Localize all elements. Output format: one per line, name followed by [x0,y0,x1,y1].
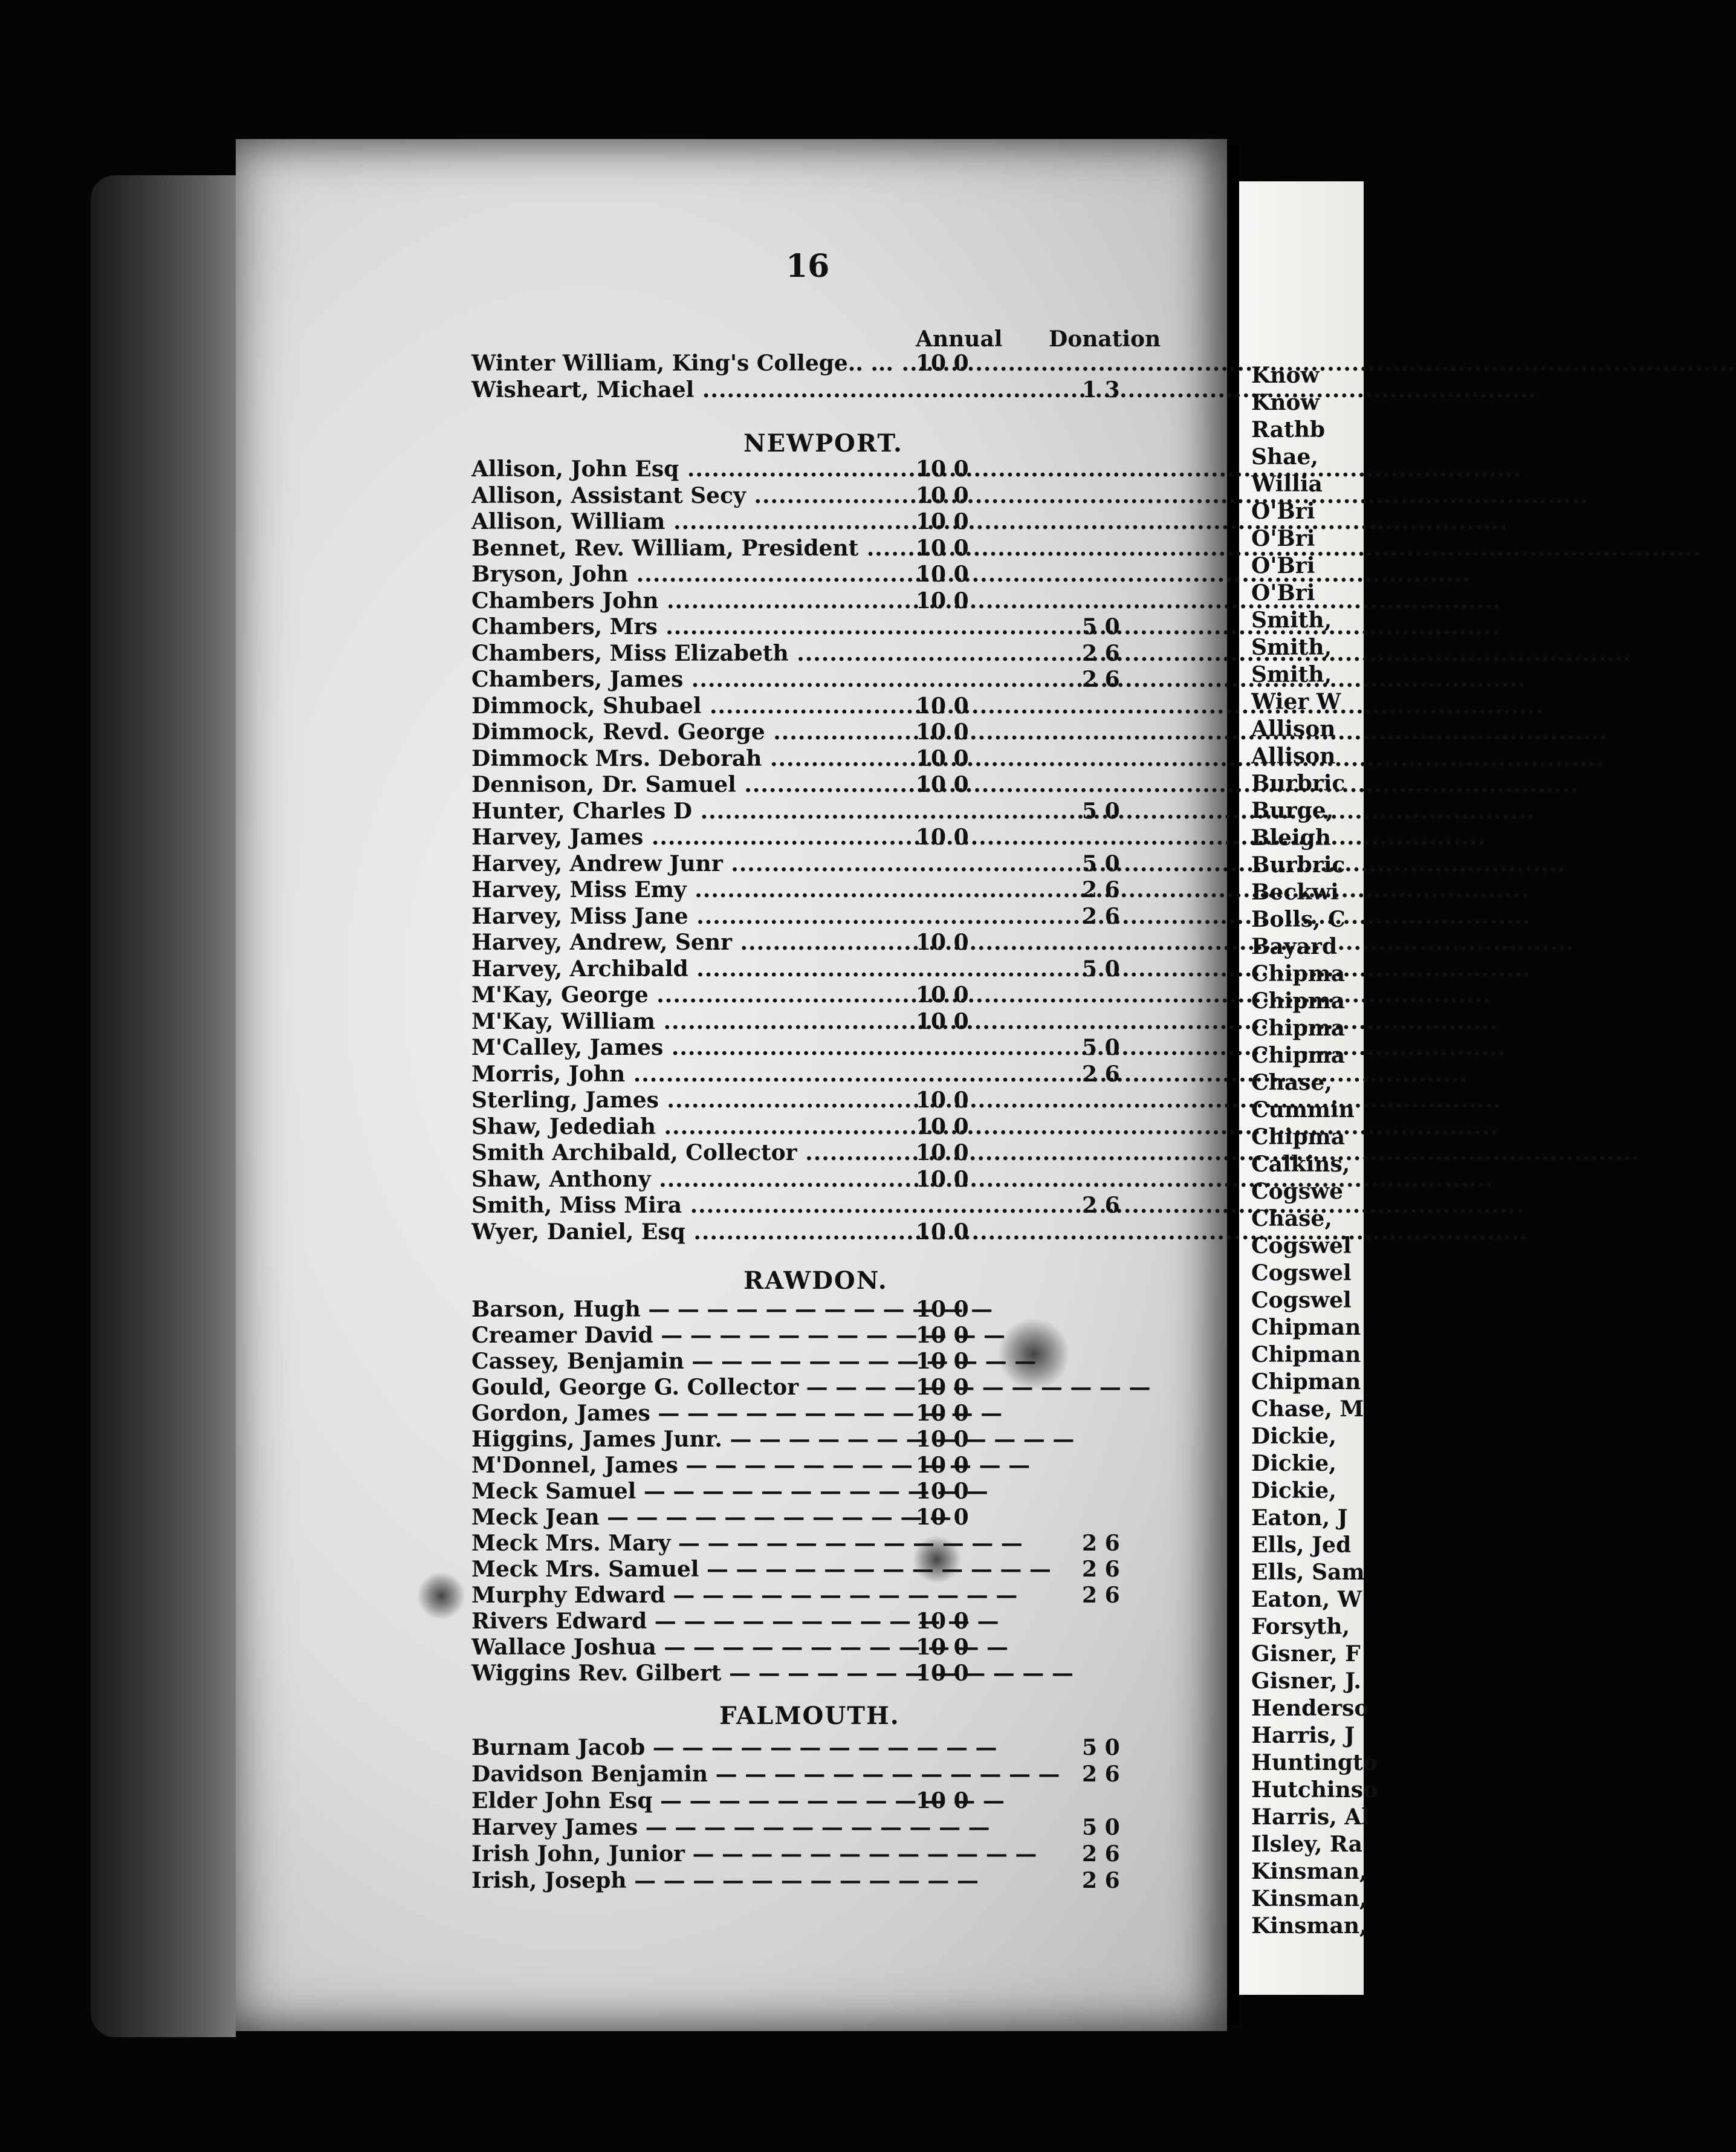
subscriber-row [471,456,1179,483]
annual-amount: 10 0 [916,351,969,376]
facing-page-text: Know [1251,390,1320,415]
facing-page-text: Harris, J [1251,1723,1355,1748]
subscriber-row [471,746,1179,773]
subscriber-row [471,1735,1179,1761]
subscriber-name: Dimmock Mrs. Deborah ..... [471,746,889,771]
subscriber-row [471,1375,1179,1401]
subscriber-name: Smith, Miss Mira ..... [471,1193,889,1218]
subscriber-row [471,877,1179,904]
subscriber-row [471,1661,1179,1687]
annual-amount: 10 0 [916,1635,969,1660]
facing-page-text: Cogswel [1251,1288,1352,1313]
subscriber-name: Allison, John Esq ..... [471,456,889,482]
subscriber-row [471,377,1179,404]
subscriber-row [471,1868,1179,1894]
facing-page-text: Ells, Sam [1251,1560,1365,1585]
annual-amount: 10 0 [916,1661,969,1686]
subscriber-row [471,1453,1179,1479]
subscriber-name: Chambers, Miss Elizabeth ..... [471,641,889,666]
subscriber-row [471,1297,1179,1323]
donation-amount: 2 6 [1082,1868,1120,1893]
subscriber-row [471,536,1179,562]
subscriber-name: Harvey, Andrew, Senr ..... [471,930,889,955]
subscriber-name: Gould, George G. Collector — [471,1375,889,1400]
subscriber-name: Cassey, Benjamin — [471,1349,889,1374]
donation-amount: 2 6 [1082,1061,1120,1087]
facing-page-text: Cogswel [1251,1233,1352,1259]
subscriber-name: Chambers, Mrs ..... [471,614,889,640]
annual-amount: 10 0 [916,1479,969,1504]
facing-page-text: Harris, Al [1251,1804,1370,1830]
donation-amount: 5 0 [1082,1815,1120,1840]
facing-page-text: Henderso [1251,1696,1369,1721]
annual-amount: 10 0 [916,482,969,508]
facing-page-text: Chipma [1251,961,1346,987]
subscriber-row [471,1114,1179,1141]
subscriber-row [471,483,1179,510]
donation-amount: 5 0 [1082,1035,1120,1060]
donation-amount: 2 6 [1082,903,1120,929]
subscriber-row [471,562,1179,588]
subscriber-name: Davidson Benjamin — [471,1761,889,1787]
subscriber-row [471,825,1179,851]
annual-amount: 10 0 [916,825,969,850]
facing-page-text: O'Bri [1251,580,1315,606]
facing-page-text: Burbric [1251,771,1346,796]
facing-page-text: Smith, [1251,608,1332,633]
donation-amount: 5 0 [1082,798,1120,824]
subscriber-name: Harvey, Andrew Junr ..... [471,851,889,877]
subscriber-name: Burnam Jacob — [471,1735,889,1760]
subscriber-name: Harvey, Archibald ..... [471,956,889,982]
annual-amount: 10 0 [916,1349,969,1374]
annual-amount: 10 0 [916,1087,969,1113]
facing-page-text: Chipman [1251,1369,1361,1395]
subscriber-name: Wiggins Rev. Gilbert — [471,1661,889,1686]
facing-page-text: Smith, [1251,635,1332,660]
subscriber-row [471,1557,1179,1583]
subscriber-name: M'Calley, James ..... [471,1035,889,1060]
facing-page-text: Kinsman, [1251,1886,1367,1911]
annual-amount: 10 0 [916,1297,969,1322]
subscriber-name: Barson, Hugh — [471,1297,889,1322]
annual-amount: 10 0 [916,535,969,561]
subscriber-row [471,1635,1179,1661]
facing-page-text: Smith, [1251,662,1332,687]
subscriber-name: Higgins, James Junr. — [471,1427,889,1452]
subscriber-row [471,719,1179,746]
subscriber-name: Shaw, Jedediah ..... [471,1114,889,1139]
subscriber-row [471,930,1179,956]
subscriber-name: Wyer, Daniel, Esq ..... [471,1219,889,1245]
subscriber-name: Harvey James — [471,1815,889,1840]
subscriber-row [471,1788,1179,1815]
facing-page-text: Chase, [1251,1206,1332,1231]
annual-amount: 10 0 [916,562,969,587]
annual-column-header: Annual [916,326,1003,352]
facing-page-text: Allison [1251,744,1336,769]
subscriber-row [471,1761,1179,1788]
subscriber-row [471,667,1179,693]
facing-page-text: Calkins, [1251,1152,1350,1177]
annual-amount: 10 0 [916,1375,969,1400]
subscriber-name: Wisheart, Michael ..... [471,377,889,403]
subscriber-row [471,1061,1179,1088]
book-spine-edge [91,175,236,2037]
facing-page-text: Chipman [1251,1315,1361,1340]
subscriber-name: Wallace Joshua — [471,1635,889,1660]
section-heading-rawdon: RAWDON. [743,1266,888,1295]
donation-column-header: Donation [1049,326,1161,352]
facing-page-text: Shae, [1251,444,1318,470]
facing-page-text: Eaton, J [1251,1505,1348,1531]
subscriber-name: M'Donnel, James — [471,1453,889,1478]
subscriber-name: Dimmock, Revd. George ..... [471,719,889,745]
donation-amount: 5 0 [1082,614,1120,640]
subscriber-row [471,1219,1179,1246]
facing-page-text: Forsyth, [1251,1614,1350,1639]
annual-amount: 10 0 [916,1166,969,1192]
annual-amount: 10 0 [916,1609,969,1634]
subscriber-name: Meck Jean — [471,1505,889,1530]
facing-page-text: Ells, Jed [1251,1532,1352,1558]
subscriber-row [471,1815,1179,1841]
subscriber-row [471,588,1179,615]
subscriber-row [471,772,1179,799]
subscriber-row [471,1009,1179,1035]
subscriber-name: Winter William, King's College.. ... ..... [471,351,889,376]
subscriber-name: Murphy Edward — [471,1583,889,1608]
subscriber-name: Hunter, Charles D ..... [471,799,889,824]
subscriber-row [471,1349,1179,1375]
subscriber-row [471,1427,1179,1453]
subscriber-name: Dimmock, Shubael ..... [471,693,889,719]
subscriber-name: Creamer David — [471,1323,889,1348]
facing-page-text: Allison [1251,716,1336,742]
subscriber-name: Meck Samuel — [471,1479,889,1504]
donation-amount: 5 0 [1082,851,1120,877]
facing-page-text: Gisner, F [1251,1641,1361,1667]
facing-page-text: Dickie, [1251,1451,1336,1476]
facing-page-text: Kinsman, [1251,1859,1367,1884]
facing-page-text: Cogswe [1251,1179,1343,1204]
facing-page-text: Cummin [1251,1097,1355,1123]
subscriber-name: Bryson, John ..... [471,562,889,587]
subscriber-name: M'Kay, George ..... [471,982,889,1008]
annual-amount: 10 0 [916,456,969,482]
subscriber-name: Shaw, Anthony ..... [471,1167,889,1192]
donation-amount: 2 6 [1082,1193,1120,1218]
facing-page-text: Chase, [1251,1070,1332,1095]
annual-amount: 10 0 [916,930,969,955]
subscriber-name: Chambers, James ..... [471,667,889,692]
facing-page-text: Eaton, W [1251,1587,1362,1612]
annual-amount: 10 0 [916,982,969,1008]
facing-page-text: Gisner, J. [1251,1668,1361,1694]
subscriber-name: Irish, Joseph — [471,1868,889,1893]
subscriber-name: Meck Mrs. Samuel — [471,1557,889,1582]
facing-page-text: Know [1251,363,1320,388]
subscriber-row [471,1531,1179,1557]
subscriber-row [471,509,1179,536]
subscriber-name: Morris, John ..... [471,1061,889,1087]
subscriber-row [471,1583,1179,1609]
subscriber-row [471,693,1179,720]
annual-amount: 10 0 [916,1505,969,1530]
subscriber-name: Bennet, Rev. William, President ..... [471,536,889,561]
page-number: 16 [786,248,830,285]
subscriber-name: Elder John Esq — [471,1788,889,1813]
annual-amount: 10 0 [916,1113,969,1139]
section-heading-newport: NEWPORT. [743,429,903,458]
facing-page-text: Chipma [1251,1124,1346,1150]
subscriber-name: Allison, William ..... [471,509,889,534]
facing-page-text: Burge, [1251,798,1334,823]
subscriber-row [471,1167,1179,1193]
ink-smudge [417,1572,465,1620]
annual-amount: 10 0 [916,693,969,719]
subscriber-row [471,1035,1179,1061]
facing-page-text: Rathb [1251,417,1326,442]
facing-page-text: Burbric [1251,852,1346,878]
subscriber-name: Harvey, James ..... [471,825,889,850]
subscriber-row [471,1087,1179,1114]
subscriber-row [471,1479,1179,1505]
subscriber-row [471,641,1179,667]
subscriber-row [471,851,1179,878]
annual-amount: 10 0 [916,1788,969,1813]
subscriber-name: Sterling, James ..... [471,1087,889,1113]
facing-page-text: Chipman [1251,1342,1361,1367]
facing-page-text: Ilsley, Ra [1251,1832,1362,1857]
facing-page-text: Bayard [1251,934,1338,959]
facing-page-text: Willia [1251,472,1323,497]
facing-page-text: Chipma [1251,1043,1346,1068]
subscriber-name: Rivers Edward — [471,1609,889,1634]
annual-amount: 10 0 [916,745,969,771]
subscriber-row [471,1401,1179,1427]
facing-page-text: O'Bri [1251,553,1315,579]
donation-amount: 2 6 [1082,640,1120,666]
subscriber-row [471,1841,1179,1868]
donation-amount: 2 6 [1082,1761,1120,1787]
facing-page-text: O'Bri [1251,526,1315,551]
donation-amount: 5 0 [1082,956,1120,982]
subscriber-name: Gordon, James — [471,1401,889,1426]
facing-page-text: O'Bri [1251,499,1315,524]
subscriber-row [471,1193,1179,1219]
donation-amount: 5 0 [1082,1735,1120,1760]
annual-amount: 10 0 [916,1401,969,1426]
annual-amount: 10 0 [916,588,969,614]
subscriber-row [471,799,1179,825]
subscriber-name: Irish John, Junior — [471,1841,889,1867]
facing-page-text: Beckwi [1251,880,1339,905]
donation-amount: 2 6 [1082,1557,1120,1582]
donation-amount: 2 6 [1082,1583,1120,1608]
section-heading-falmouth: FALMOUTH. [719,1702,900,1730]
facing-page-text: Chipma [1251,1016,1346,1041]
facing-page-text: Chipma [1251,988,1346,1014]
annual-amount: 10 0 [916,1140,969,1165]
annual-amount: 10 0 [916,1323,969,1348]
subscriber-row [471,982,1179,1009]
subscriber-row [471,614,1179,641]
facing-page-text: Cogswel [1251,1260,1352,1286]
facing-page-text: Hutchinso [1251,1777,1378,1803]
subscriber-row [471,956,1179,983]
donation-amount: 1 3 [1082,377,1120,403]
facing-page-text: Chase, M [1251,1396,1364,1422]
subscriber-name: Chambers John ..... [471,588,889,614]
annual-amount: 10 0 [916,772,969,797]
donation-amount: 2 6 [1082,1531,1120,1556]
donation-amount: 2 6 [1082,667,1120,692]
subscriber-row [471,1323,1179,1349]
subscriber-row [471,1140,1179,1167]
annual-amount: 10 0 [916,1219,969,1245]
donation-amount: 2 6 [1082,877,1120,903]
annual-amount: 10 0 [916,509,969,534]
facing-page-text: Huntingto [1251,1750,1378,1775]
subscriber-name: Meck Mrs. Mary — [471,1531,889,1556]
facing-page-text: Kinsman, [1251,1913,1367,1939]
subscriber-name: Smith Archibald, Collector ..... [471,1140,889,1165]
subscriber-name: Harvey, Miss Emy ..... [471,877,889,903]
subscriber-name: Allison, Assistant Secy ..... [471,483,889,508]
subscriber-name: M'Kay, William ..... [471,1009,889,1034]
facing-page-text: Bolls, C [1251,907,1346,932]
annual-amount: 10 0 [916,719,969,745]
subscriber-row [471,351,1179,377]
facing-page-text: Wier W [1251,689,1341,715]
subscriber-row [471,904,1179,930]
subscriber-row [471,1609,1179,1635]
donation-amount: 2 6 [1082,1841,1120,1867]
annual-amount: 10 0 [916,1453,969,1478]
facing-page-text: Dickie, [1251,1478,1336,1503]
annual-amount: 10 0 [916,1008,969,1034]
annual-amount: 10 0 [916,1427,969,1452]
facing-page-text: Dickie, [1251,1424,1336,1449]
facing-page-text: Bleigh [1251,825,1332,851]
subscriber-name: Harvey, Miss Jane ..... [471,904,889,929]
subscriber-row [471,1505,1179,1531]
subscriber-name: Dennison, Dr. Samuel ..... [471,772,889,797]
